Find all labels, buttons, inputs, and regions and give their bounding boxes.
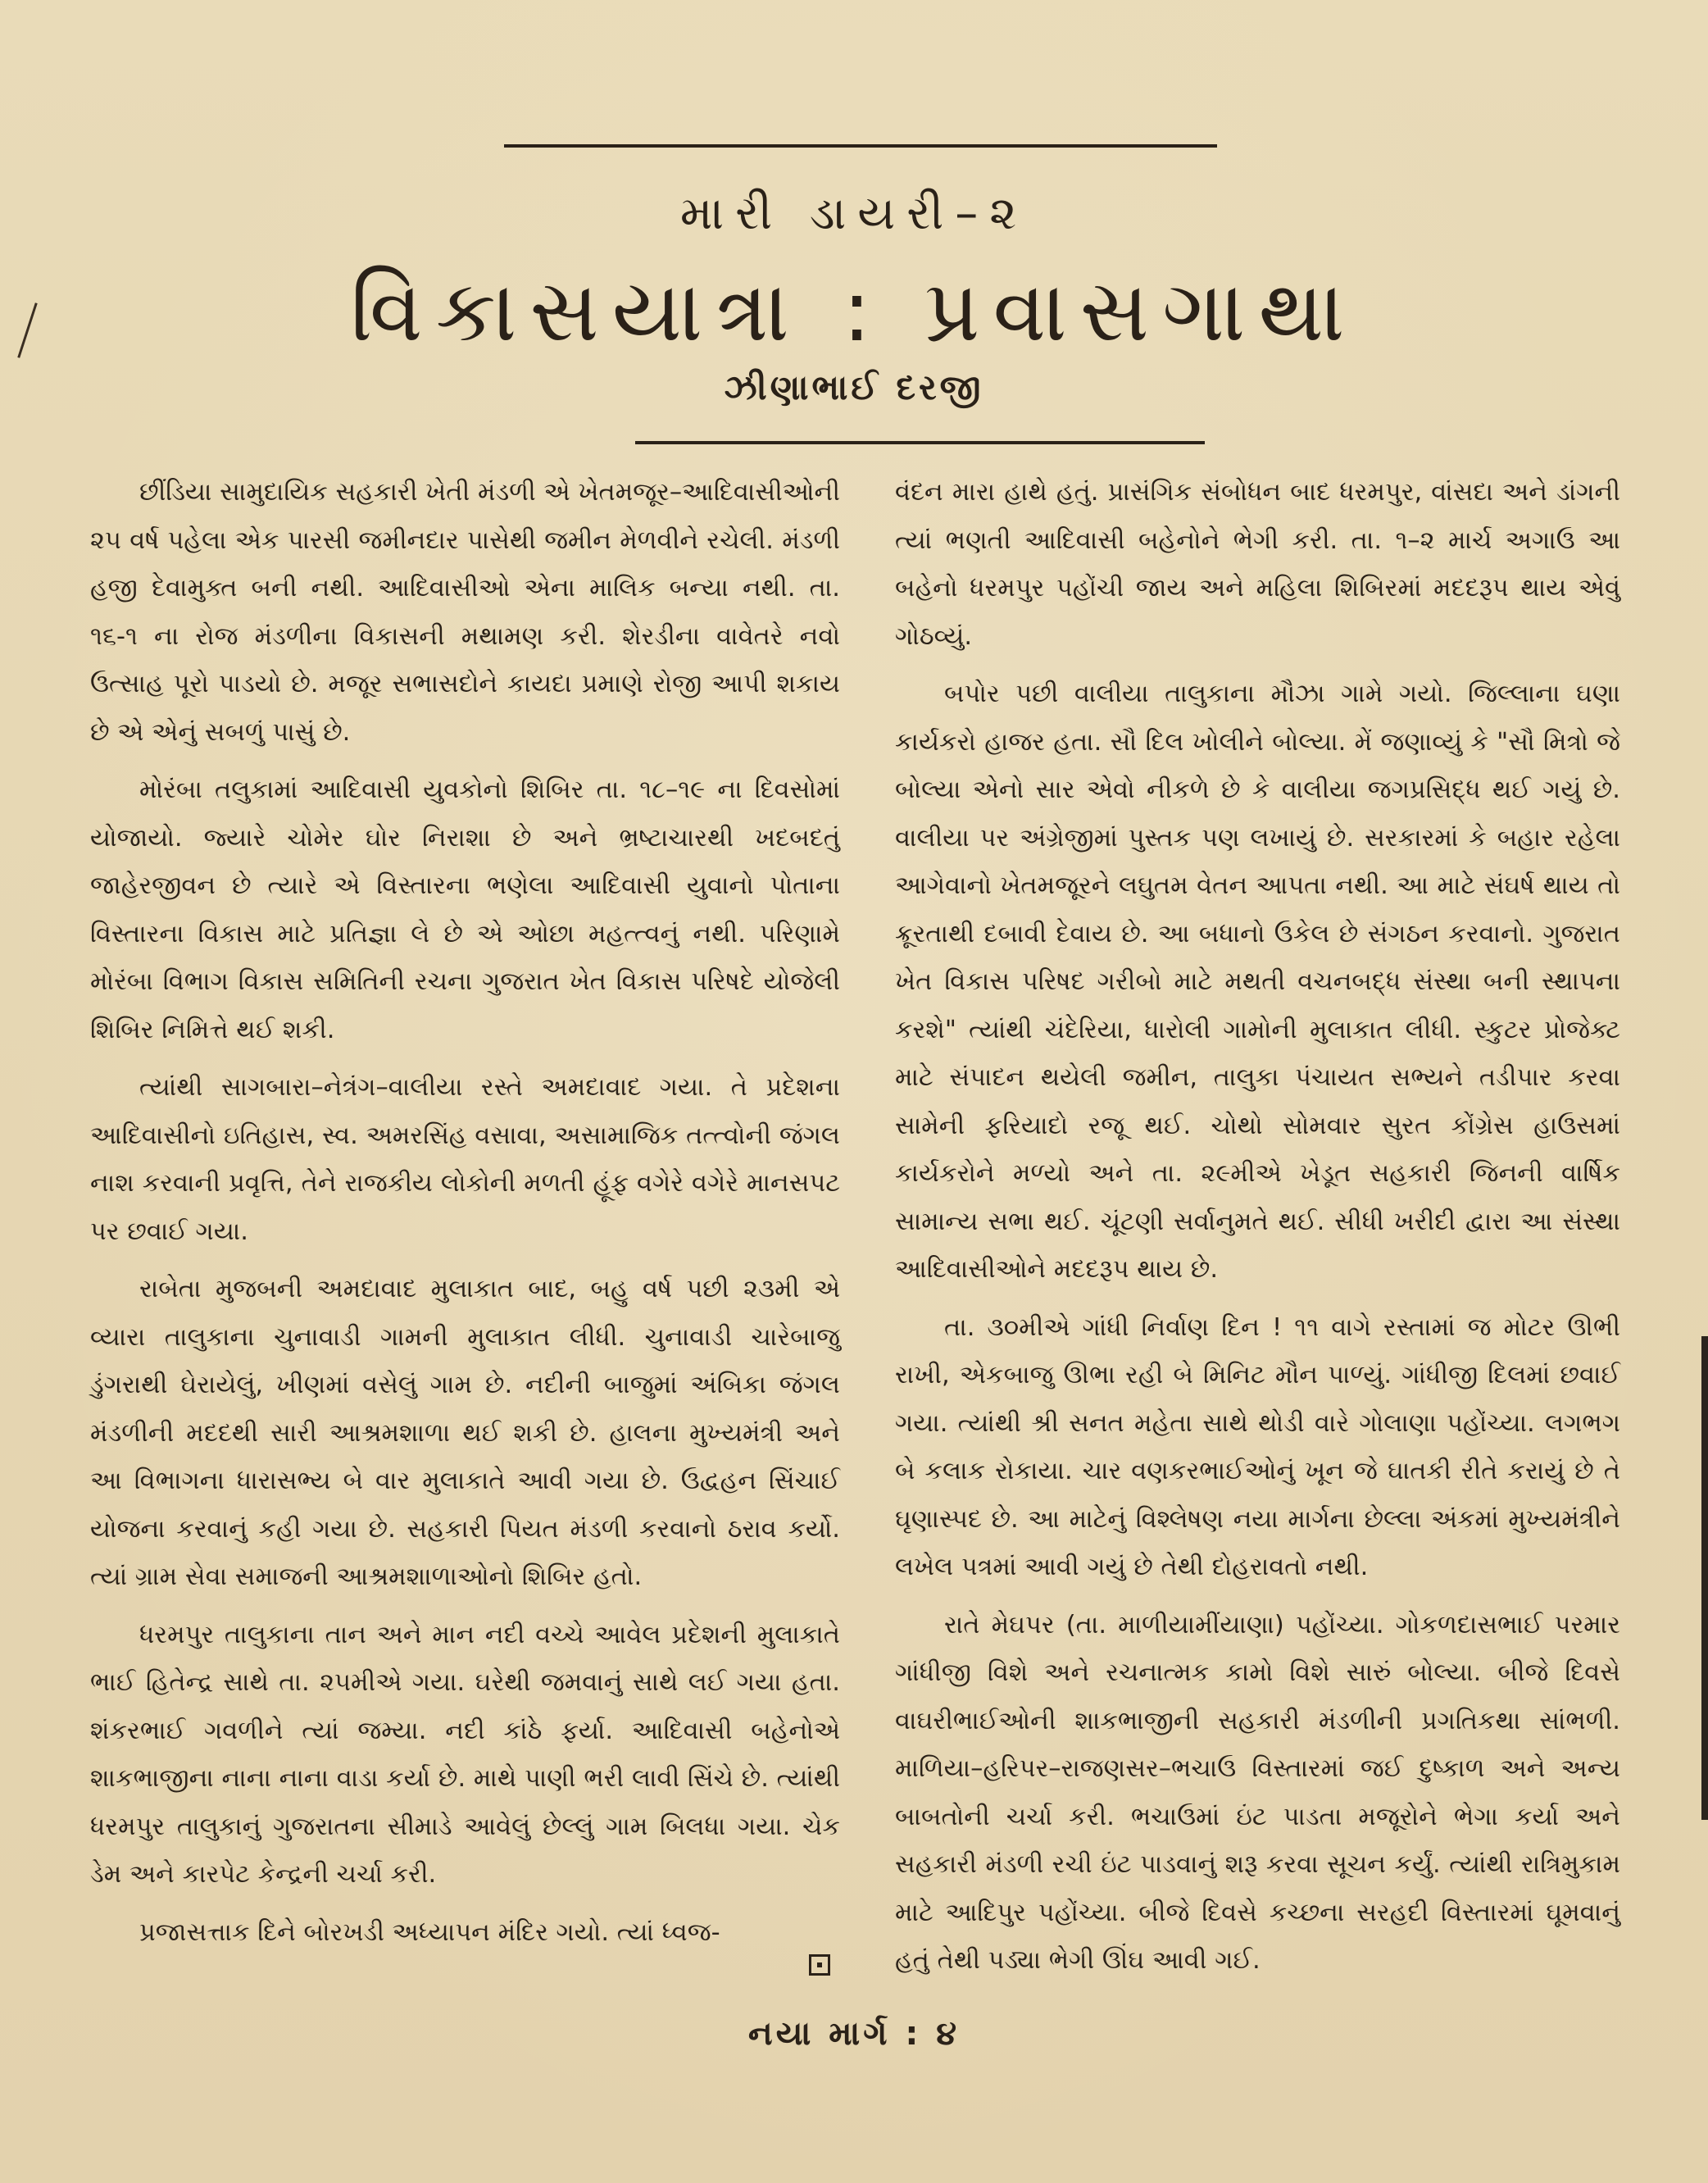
right-column	[895, 469, 1620, 1995]
paragraph: પ્રજાસત્તાક દિને બોરખડી અધ્યાપન મંદિર ગયો. ત્યાં ધ્વજ-	[139, 1917, 720, 1947]
paragraph: રાબેતા મુજબની અમદાવાદ મુલાકાત બાદ, બહુ વર્ષ પછી ૨૩મી એ વ્યારા તાલુકાના ચુનાવાડી ગામની મુલાકાત લીધી. ચુનાવાડી ચારેબાજુ ડુંગરાથી ઘેરાયેલું, ખીણમાં વસેલું ગામ છે. નદીની બાજુમાં અંબિકા જંગલ મંડળીની મદદથી સારી આશ્રમશાળા થઈ શકી છે. હાલના મુખ્યમંત્રી અને આ વિભાગના ધારાસભ્ય બે વાર મુલાકાતે આવી ગયા છે. ઉદ્વહન સિંચાઈ યોજના કરવાનું કહી ગયા છે. સહકારી પિયત મંડળી કરવાનો ઠરાવ કર્યો. ત્યાં ગ્રામ સેવા સમાજની આશ્રમશાળાઓનો શિબિર હતો.	[90, 1275, 840, 1591]
end-of-article-mark	[809, 1954, 830, 1976]
paragraph: ધરમપુર તાલુકાના તાન અને માન નદી વચ્ચે આવેલ પ્રદેશની મુલાકાતે ભાઈ હિતેન્દ્ર સાથે તા. ૨૫મીએ ગયા. ઘરેથી જમવાનું સાથે લઈ ગયા હતા. શંકરભાઈ ગવળીને ત્યાં જમ્યા. નદી કાંઠે ફર્યા. આદિવાસી બહેનોએ શાકભાજીના નાના નાના વાડા કર્યા છે. માથે પાણી ભરી લાવી સિંચે છે. ત્યાંથી ધરમપુર તાલુકાનું ગુજરાતના સીમાડે આવેલું છેલ્લું ગામ બિલધા ગયા. ચેક ડેમ અને કારપેટ કેન્દ્રની ચર્ચા કરી.	[90, 1620, 840, 1889]
paragraph: ત્યાંથી સાગબારા–નેત્રંગ–વાલીયા રસ્તે અમદાવાદ ગયા. તે પ્રદેશના આદિવાસીનો ઇતિહાસ, સ્વ. અમરસિંહ વસાવા, અસામાજિક તત્ત્વોની જંગલ નાશ કરવાની પ્રવૃત્તિ, તેને રાજકીય લોકોની મળતી હૂંફ વગેરે વગેરે માનસપટ પર છવાઈ ગયા.	[90, 1073, 840, 1246]
page-footer: નયા માર્ગ : ૪	[747, 2015, 961, 2053]
paragraph: મોરંબા તલુકામાં આદિવાસી યુવકોનો શિબિર તા. ૧૮–૧૯ ના દિવસોમાં યોજાયો. જ્યારે ચોમેર ઘોર નિરાશા છે અને ભ્રષ્ટાચારથી ખદબદતું જાહેરજીવન છે ત્યારે એ વિસ્તારના ભણેલા આદિવાસી યુવાનો પોતાના વિસ્તારના વિકાસ માટે પ્રતિજ્ઞા લે છે એ ઓછા મહત્ત્વનું નથી. પરિણામે મોરંબા વિભાગ વિકાસ સમિતિની રચના ગુજરાત ખેત વિકાસ પરિષદે યોજેલી શિબિર નિમિત્તે થઈ શકી.	[90, 775, 840, 1044]
header-bottom-rule	[635, 441, 1205, 444]
paragraph: છીંડિયા સામુદાયિક સહકારી ખેતી મંડળી એ ખેતમજૂર–આદિવાસીઓની ૨૫ વર્ષ પહેલા એક પારસી જમીનદાર પાસેથી જમીન મેળવીને રચેલી. મંડળી હજી દેવામુક્ત બની નથી. આદિવાસીઓ એના માલિક બન્યા નથી. તા. ૧૬-૧ ના રોજ મંડળીના વિકાસની મથામણ કરી. શેરડીના વાવેતરે નવો ઉત્સાહ પૂરો પાડયો છે. મજૂર સભાસદોને કાયદા પ્રમાણે રોજી આપી શકાય છે એ એનું સબળું પાસું છે.	[90, 478, 840, 747]
author-byline: ઝીણાભાઈ દરજી	[724, 367, 984, 407]
header-top-rule	[504, 144, 1217, 148]
paragraph: બપોર પછી વાલીયા તાલુકાના મૌઝા ગામે ગયો. જિલ્લાના ઘણા કાર્યકરો હાજર હતા. સૌ દિલ ખોલીને બોલ્યા. મેં જણાવ્યું કે "સૌ મિત્રો જે બોલ્યા એનો સાર એવો નીકળે છે કે વાલીયા જગપ્રસિદ્ધ થઈ ગયું છે. વાલીયા પર અંગ્રેજીમાં પુસ્તક પણ લખાયું છે. સરકારમાં કે બહાર રહેલા આગેવાનો ખેતમજૂરને લઘુતમ વેતન આપતા નથી. આ માટે સંઘર્ષ થાય તો ક્રૂરતાથી દબાવી દેવાય છે. આ બધાનો ઉકેલ છે સંગઠન કરવાનો. ગુજરાત ખેત વિકાસ પરિષદ ગરીબો માટે મથતી વચનબદ્ધ સંસ્થા બની સ્થાપના કરશે" ત્યાંથી ચંદેરિયા, ધારોલી ગામોની મુલાકાત લીધી. સ્કુટર પ્રોજેક્ટ માટે સંપાદન થયેલી જમીન, તાલુકા પંચાયત સભ્યને તડીપાર કરવા સામેની ફરિયાદો રજૂ થઈ. ચોથો સોમવાર સુરત કોંગ્રેસ હાઉસમાં કાર્યકરોને મળ્યો અને તા. ૨૯મીએ ખેડૂત સહકારી જિનની વાર્ષિક સામાન્ય સભા થઈ. ચૂંટણી સર્વાનુમતે થઈ. સીધી ખરીદી દ્વારા આ સંસ્થા આદિવાસીઓને મદદરૂપ થાય છે.	[895, 680, 1620, 1284]
article-title: વિકાસયાત્રા : પ્રવાસગાથા	[350, 261, 1358, 361]
series-heading: મારી ડાયરી–૨	[679, 187, 1029, 240]
paragraph: રાતે મેઘપર (તા. માળીયામીંયાણા) પહોંચ્યા. ગોકળદાસભાઈ પરમાર ગાંધીજી વિશે અને રચનાત્મક કામો વિશે સારું બોલ્યા. બીજે દિવસે વાઘરીભાઈઓની શાકભાજીની સહકારી મંડળીની પ્રગતિકથા સાંભળી. માળિયા–હરિપર–રાજણસર–ભચાઉ વિસ્તારમાં જઈ દુષ્કાળ અને અન્ય બાબતોની ચર્ચા કરી. ભચાઉમાં ઇંટ પાડતા મજૂરોને ભેગા કર્યા અને સહકારી મંડળી રચી ઇંટ પાડવાનું શરૂ કરવા સૂચન કર્યું. ત્યાંથી રાત્રિમુકામ માટે આદિપુર પહોંચ્યા. બીજે દિવસે કચ્છના સરહદી વિસ્તારમાં ઘૂમવાનું હતું તેથી પડ્યા ભેગી ઊંઘ આવી ગઈ.	[895, 1610, 1620, 1975]
page-edge-shadow	[1701, 1336, 1708, 1820]
left-column	[90, 469, 840, 1967]
paragraph: વંદન મારા હાથે હતું. પ્રાસંગિક સંબોધન બાદ ધરમપુર, વાંસદા અને ડાંગની ત્યાં ભણતી આદિવાસી બહેનોને ભેગી કરી. તા. ૧–૨ માર્ચ અગાઉ આ બહેનો ધરમપુર પહોંચી જાય અને મહિલા શિબિરમાં મદદરૂપ થાય એવું ગોઠવ્યું.	[895, 478, 1620, 651]
paragraph: તા. ૩૦મીએ ગાંધી નિર્વાણ દિન ! ૧૧ વાગે રસ્તામાં જ મોટર ઊભી રાખી, એકબાજુ ઊભા રહી બે મિનિટ મૌન પાળ્યું. ગાંધીજી દિલમાં છવાઈ ગયા. ત્યાંથી શ્રી સનત મહેતા સાથે થોડી વારે ગોલાણા પહોંચ્યા. લગભગ બે કલાક રોકાયા. ચાર વણકરભાઈઓનું ખૂન જે ઘાતકી રીતે કરાયું છે તે ઘૃણાસ્પદ છે. આ માટેનું વિશ્લેષણ નયા માર્ગના છેલ્લા અંકમાં મુખ્યમંત્રીને લખેલ પત્રમાં આવી ગયું છે તેથી દોહરાવતો નથી.	[895, 1312, 1620, 1581]
